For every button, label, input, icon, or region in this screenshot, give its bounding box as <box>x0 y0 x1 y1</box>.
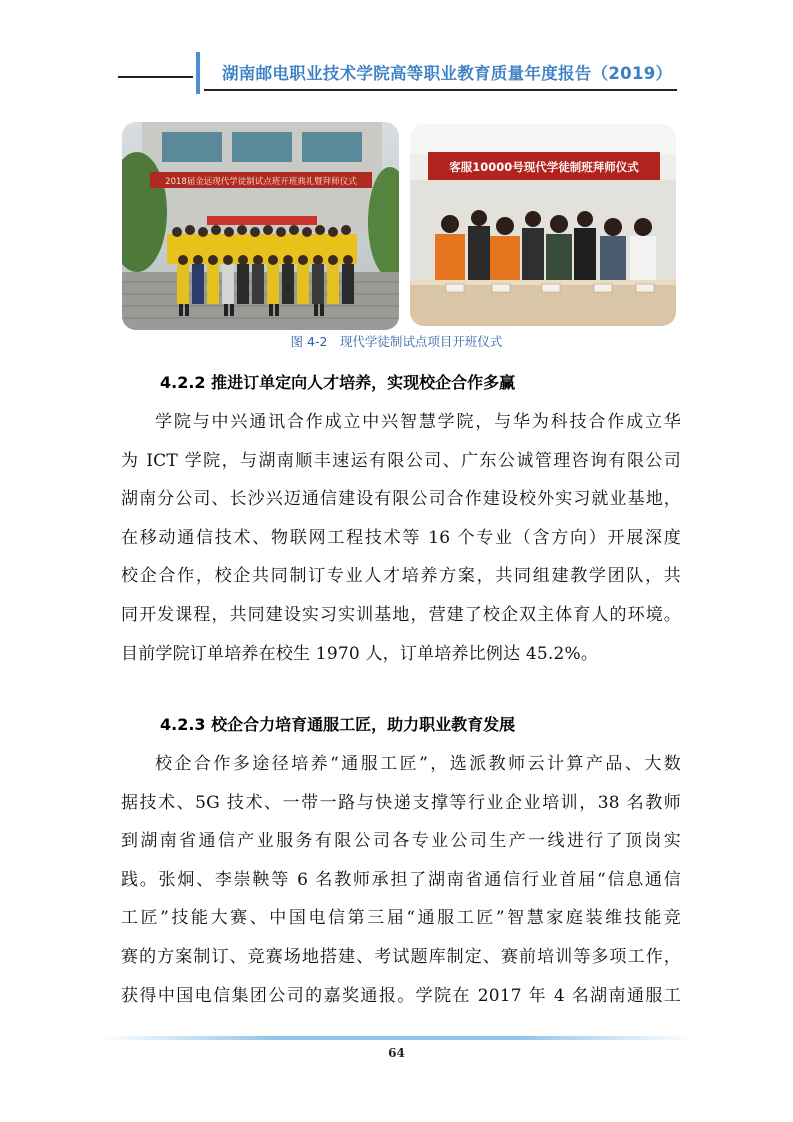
paragraph-line: 赛的方案制订、竞赛场地搭建、考试题库制定、赛前培训等多项工作， <box>121 946 681 967</box>
paragraph-line: 到湖南省通信产业服务有限公司各专业公司生产一线进行了顶岗实 <box>121 831 681 852</box>
paragraph-line: 学院与中兴通讯合作成立中兴智慧学院，与华为科技合作成立华 <box>155 412 681 432</box>
section-heading-4-2-3: 4.2.3 校企合力培育通服工匠，助力职业教育发展 <box>160 715 516 734</box>
header-rule-right <box>204 89 677 91</box>
photo-opening-ceremony-outdoor <box>122 122 399 330</box>
right-banner-text: 客服10000号现代学徒制班拜师仪式 <box>449 160 639 174</box>
paragraph-line: 获得中国电信集团公司的嘉奖通报。学院在 2017 年 4 名湖南通服工 <box>121 985 681 1006</box>
paragraph-line: 工匠”技能大赛、中国电信第三届“通服工匠”智慧家庭装维技能竞 <box>121 908 681 929</box>
section-paragraph-4-2-3 <box>121 745 681 1015</box>
paragraph-line: 在移动通信技术、物联网工程技术等 16 个专业（含方向）开展深度 <box>121 527 681 548</box>
header-accent-bar <box>196 52 200 94</box>
page-number: 64 <box>388 1046 405 1060</box>
photo-customer-service-ceremony <box>410 124 676 326</box>
section-heading-4-2-2: 4.2.2 推进订单定向人才培养，实现校企合作多赢 <box>160 373 516 392</box>
section-paragraph-4-2-2 <box>121 403 681 673</box>
paragraph-line: 据技术、5G 技术、一带一路与快递支撑等行业企业培训，38 名教师 <box>121 792 681 813</box>
paragraph-line: 校企合作，校企共同制订专业人才培养方案，共同组建教学团队，共 <box>121 566 681 587</box>
footer-rule <box>100 1036 693 1040</box>
paragraph-line: 为 ICT 学院，与湖南顺丰速运有限公司、广东公诚管理咨询有限公司 <box>121 450 681 471</box>
figure-caption: 图 4-2 现代学徒制试点项目开班仪式 <box>290 334 503 349</box>
paragraph-line: 同开发课程，共同建设实习实训基地，营建了校企双主体育人的环境。 <box>121 604 681 625</box>
header-rule-left <box>118 76 193 78</box>
paragraph-line: 校企合作多途径培养“通服工匠”，选派教师云计算产品、大数 <box>155 754 681 774</box>
paragraph-line: 目前学院订单培养在校生 1970 人，订单培养比例达 45.2%。 <box>121 643 599 664</box>
header-title: 湖南邮电职业技术学院高等职业教育质量年度报告（2019） <box>222 64 673 83</box>
paragraph-line: 湖南分公司、长沙兴迈通信建设有限公司合作建设校外实习就业基地， <box>121 489 681 510</box>
left-banner-text: 2018届金远现代学徒制试点班开班典礼暨拜师仪式 <box>165 177 357 187</box>
paragraph-line: 践。张炯、李崇鞅等 6 名教师承担了湖南省通信行业首届“信息通信 <box>121 869 681 890</box>
